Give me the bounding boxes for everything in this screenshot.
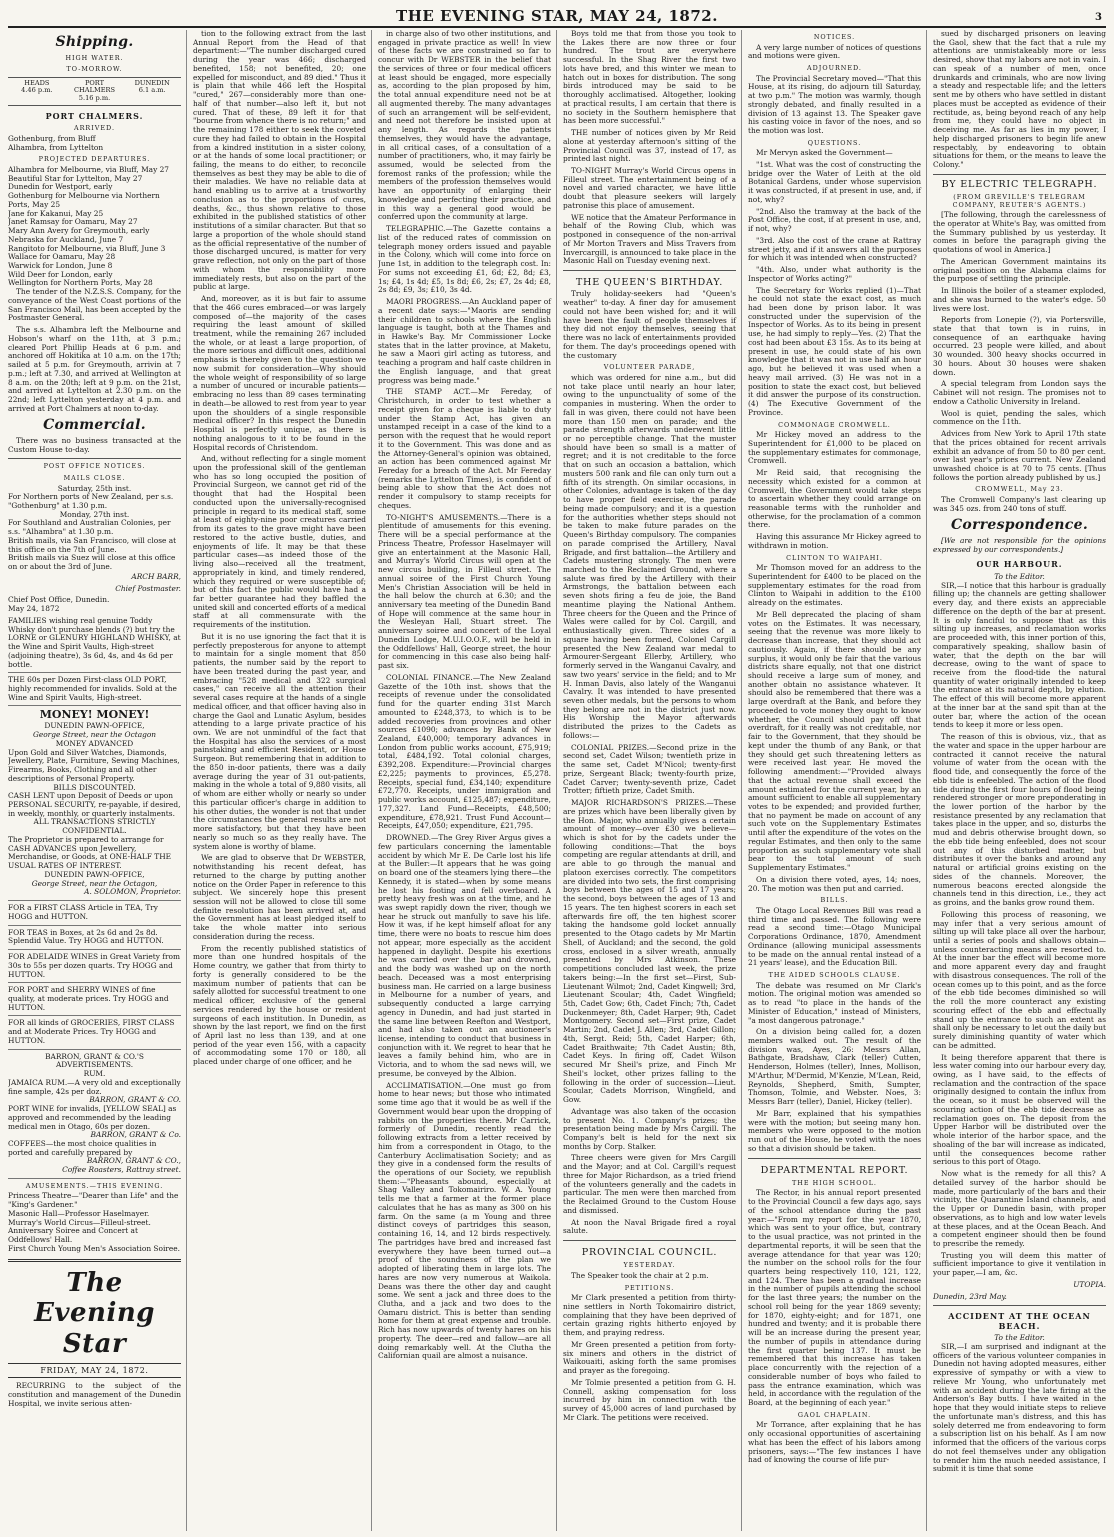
high-water-label: HIGH WATER. (65, 53, 124, 62)
pawn-proprietor: A. SOLOMON, Proprietor. (84, 887, 181, 897)
letter-date: Dunedin, 23rd May. (933, 1291, 1007, 1301)
barron-signature: BARRON, GRANT & CO. (89, 1095, 181, 1105)
provincial-council-heading: PROVINCIAL COUNCIL. (581, 1247, 718, 1259)
commercial-heading: Commercial. (43, 417, 146, 434)
news-paragraph: Reports from Lonepie (?), via Portersville, state that that town is in ruins, in consequence of an earthquake having occurred. 23 people were killed, and about 30 wounded. 300 heavy shocks occurred in 30 hours. About 30 houses were shaken down. (933, 315, 1106, 377)
barron-advertisements (8, 1050, 181, 1179)
news-paragraph: "4th. Also, under what authority is the Inspector of Works acting?" (748, 265, 921, 283)
news-paragraph: Mr Green presented a petition from forty-six miners and others in the district of Waikouaiti, asking forth the same promises and prayer as the foregoing. (563, 1339, 736, 1376)
news-paragraph: TO-NIGHT Murray's World Circus opens in Filleul street. The entertainment being of a novel and varied character, we have little doubt that pleasure seekers will largely patronise this place of amusement. (563, 166, 736, 210)
port-wine: PORT WINE for invalids, [YELLOW SEAL] as approved and recommended by the leading medical men in Otago, 60s per dozen. (8, 1104, 177, 1131)
adjourned-label: ADJOURNED. (807, 64, 862, 73)
telegraph-source: (FROM GREVILLE'S TELEGRAM COMPANY, REUTER'S AGENTS.) (952, 193, 1087, 209)
coffee-roasters: Coffee Roasters, Rattray street. (62, 1165, 181, 1175)
pawn-body: Upon Gold and Silver Watches, Diamonds, Jewellery, Plate, Furniture, Sewing Machines, Firearms, Books, Clothing and all other descriptions of Personal Property. (8, 747, 180, 783)
list-item: For Northern ports of New Zealand, per s.s. "Gothenburg" at 1.30 p.m. (8, 492, 174, 511)
article-paragraph: From the recently published statistics of more than one hundred hospitals of the Home country, we gather that from thirty to forty is generally considered to be the maximum number of patients that can be safely allotted for successful treatment to one medical officer, exclusive of the general services rendered by the house or resident surgeons of each institution. In Dunedin, as shown by the last report, we find on the first of April last no less than 139, and at one period of the year even 156, with a capacity of accommodating some 170 or 180, all placed under charge of one officer, and he (193, 943, 366, 1067)
news-paragraph: Advices from New York to April 17th state that the prices obtained for recent arrivals exhibit an advance of from 50 to 80 per cent. over last year's prices current. New Zealand unwashed choice is at 70 to 75 cents. [Thus follows the portion already published by us.] (933, 429, 1106, 482)
news-paragraph: ACCLIMATISATION.—One must go from home to hear news; but those who intimated some time ago that it would be as well if the Government would bear upon the dropping of rabbits on the properties there. Mr Carrick, formerly of Dunedin, recently read the following extracts from a letter received by him from a correspondent in Otago, to the Canterbury Acclimatisation Society; and as they give in a condensed form the results of the operations of our Society, we republish them:—"Pheasants abound, especially at Shag Valley and Tokomairiro. W. A. Young tells me that a farmer at the former place calculates that he has as many as 300 on his farm. On the same (a m Young and three distinct coveys of partridges this season, containing 16, 14, and 12 birds respectively. The partridges have bred and increased fast everywhere they have been turned out—a proof of the soundness of the plan we adopted of liberating them in large lots. The hares are now very numerous at Waikola. Deans was there the other day and caught some. We sent a jack and three does to the Clutha, and a jack and two does to the Oamaru district. This is better than sending home for them at great expense and trouble. Rich has now upwards of twenty hares on his property. The deer—red and fallow—are all doing remarkably well. At the Clutha the Californian quail are almost a nuisance. (378, 1080, 551, 1361)
divider (8, 1259, 181, 1262)
correspondence-note: [We are not responsible for the opinions expressed by our correspondents.] (933, 535, 1106, 554)
tide-time: 4.46 p.m. (21, 86, 53, 95)
column-5 (748, 30, 927, 1531)
news-paragraph: COLONIAL FINANCE.—The New Zealand Gazette of the 10th inst. shows that the receipts of revenue under the consolidated fund for the quarter ending 31st March amounted to £248,373, to which is to be added recoveries from provinces and other sources £1090; advances by Bank of New Zealand, £40,000; temporary advances in London from public works account, £75,919; total, £484,192. Total colonial charges, £392,208. Expenditure:—Provincial charges £2,225; payments to provinces, £5,278. Receipts, special fund, £34,140; expenditure £72,770. Receipts, under immigration and public works account, £125,487; expenditure, 177,327. Land Fund—Receipts, £48,500; expenditure, £78,921. Trust Fund Account—Receipts, £47,050; expenditure, £21,795. (378, 672, 551, 831)
article-paragraph: in charge also of two other institutions, and engaged in private practice as well! In view of these facts we are constrained so far to concur with Dr WEBSTER in the belief that the services of three or four medical officers at least should be engaged, more especially as, according to the plan proposed by him, the total annual expenditure need not be at all augmented thereby. The many advantages of such an arrangement will be self-evident, and need not therefore be insisted upon at any length. As regards the patients themselves, they would have the advantage, in all critical cases, of a consultation of a number of practitioners, who, it may fairly be assumed, would be selected from the foremost ranks of the profession; while the members of the profession themselves would have an opportunity of enlarging their knowledge and perfecting their practice, and in this way a general good would be conferred upon the community at large. (378, 30, 551, 222)
divider (748, 1158, 921, 1159)
news-paragraph: TO-NIGHT'S AMUSEMENTS.—There is a plentitude of amusements for this evening. There will be a special performance at the Princess Theatre, Professor Haselmayer will give an entertainment at the Masonic Hall, and Murray's World Circus will open at the new circus building, in Filleul street. The annual soiree of the First Church Young Men's Christian Association will be held in the hall below the church at 6.30; and the anniversary tea meeting of the Dunedin Band of Hope will commence at the same hour in the Wesleyan Hall, Stuart street. The anniversary soiree and concert of the Loyal Dunedin Lodge, M.U.I.O.O.F., will be held in the Oddfellows' Hall, George street, the hour for commencing in this case also being half-past six. (378, 512, 551, 671)
news-paragraph: Mr Thomson moved for an address to the Superintendent for £400 to be placed on the supplementary estimates for the road from Clinton to Waipahi in addition to the £100 already on the estimates. (748, 563, 921, 608)
tomorrow-label: TO-MORROW. (66, 65, 123, 74)
arrived-label: ARRIVED. (74, 124, 115, 133)
news-paragraph: MAJOR RICHARDSON'S PRIZES.—These are prizes which have been liberally given by the Hon. Major, who annually gives a certain amount of money—over £30 we believe—which is shot for by the cadets under the following conditions:—That the boys competing are regular attendants at drill, and are able to go through the manual and platoon exercises correctly. The competitors are divided into two sets, the first comprising boys between the ages of 15 and 17 years; the second, boys between the ages of 13 and 15 years. The ten highest scorers in each set afterwards fire off, the ten highest scorer taking the handsome gold locket annually presented to the Otago cadets by Mr Martin Shell, of Auckland; and the second, the gold cross, enclosed in a silver wreath, annually presented by Mrs Atkinson. These competitions concluded last week, the prize takers being:—In the first set—First, Sub-Lieutenant Wilmot; 2nd, Cadet Kingwell; 3rd, Lieutenant Scoular; 4th, Cadet Wingfield; 5th, Cadet Gow; 6th, Cadet Finch; 7th, Cadet Duckenmeyer; 8th, Cadet Harper; 9th, Cadet Montgomery. Second set—First prize, Cadet Martin; 2nd, Cadet J. Allen; 3rd, Cadet Gillon; 4th, Sergt. Reid; 5th, Cadet Harper; 6th, Cadet Braithwaite; 7th Cadet Austin; 8th, Cadet Keys. In firing off, Cadet Wilson secured Mr Sheil's prize, and Finch Mr Sheil's locket, other prizes falling to the following in the order of succession—Lieut. Scoular, Cadets Morrison, Wingfield, and Gow. (563, 798, 736, 1105)
cromwell-dateline: CROMWELL, May 23. (975, 485, 1064, 494)
money-advanced: MONEY ADVANCED (55, 738, 134, 748)
news-paragraph: Mr Barr, explained that his sympathies were with the motion; but seeing many hon. members who were opposed to the motion run out of the House, he voted with the noes so that a division should be taken. (748, 1108, 921, 1153)
news-paragraph: Truly holiday-seekers had "Queen's weather" to-day. A finer day for amusement could not have been wished for; and it will have been the fault of people themselves if they did not enjoy themselves, seeing that there was no lack of entertainments provided for them. The day's proceedings opened with the customary (563, 289, 736, 360)
news-paragraph: Boys told me that from those you took to the Lakes there are now three or four hundred. The trout are everywhere successful. In the Shag River the first two lots have bred, and this winter we mean to hatch out in boxes for distribution. The song birds introduced may be said to be thoroughly acclimatised. Altogether, looking at practical results, I am certain that there is no society in the Southern hemisphere that has been more successful." (563, 30, 736, 126)
aided-schools-label: THE AIDED SCHOOLS CLAUSE. (768, 971, 901, 980)
article-paragraph: And, without reflecting for a single moment upon the professional skill of the gentleman who has so long occupied the position of Provincial Surgeon, we cannot get rid of the thought that had the Hospital been conducted upon the universally-recognised principle in regard to its medical staff, some at least of eighty-nine poor creatures carried from its gates to the grave might have been restored to the active bustle, duties, and enjoyments of life. It may be that these particular cases—as indeed those of the living also—received all the treatment, appropriately in kind, and timely rendered, which they required or were susceptible of; but of this fact the public would have had a far better guarantee had they baffled the united skill and concerted efforts of a medical staff at all commensurate with the requirements of the institution. (193, 454, 366, 630)
tide-cell (66, 80, 124, 103)
date-line: FRIDAY, MAY 24, 1872. (8, 1363, 181, 1378)
list-item: Gothenburg, from Bluff (8, 133, 96, 143)
ad-text: FOR all kinds of GROCERIES, FIRST CLASS and at Moderate Prices. Try HOGG and HUTTON. (8, 1018, 175, 1045)
shipping-heading: Shipping. (55, 34, 134, 50)
news-paragraph: DROWNED.—The Grey River Argus gives a few particulars concerning the lamentable accident by which Mr E. De Carle lost his life at the Buller:—It appears that he was going on board one of the steamers lying there—the Kennedy, it is stated—when by some means he lost his footing and fell overboard. A pretty heavy fresh was on at the time, and he was swept rapidly down the river, though we hear he struck out manfully to save his life. How it was, if he kept himself afloat for any time, there were no boats to rescue him does not appear, more especially as the accident happened in daylight. Despite his exertions he was carried over the bar and drowned, and the body was washed up on the north beach. Deceased was a most enterprising business man. He carried on a large business in Melbourne for a number of years, and subsequently conducted a large carrying agency in Dunedin, and had just started in the same line between Reefton and Westport, and had also taken out an auctioneer's license, intending to conduct that business in conjunction with it. We regret to hear that he leaves a family behind him, who are in Victoria, and to whom the sad news will, we presume, be conveyed by the Albion. (378, 833, 551, 1078)
news-paragraph: A very large number of notices of questions and motions were given. (748, 42, 921, 61)
alhambra-paragraph: The s.s. Alhambra left the Melbourne and Hobson's wharf on the 11th, at 3 p.m.; cleared Port Phillip Heads at 6 p.m. and anchored off Hokitika at 10 a.m. on the 17th; sailed at 5 p.m. for Greymouth, arrivin at 7 p.m.; left at 7.30, and arrived at Wellington at 8 a.m. on the 20th; left at 9 p.m. on the 21st, and arrived at Lyttelton at 2.30 p.m. on the 22nd; left Lyttelton yesterday at 4 p.m. and arrived at Port Chalmers at noon to-day. (8, 325, 181, 413)
pawn-heading: DUNEDIN PAWN-OFFICE, (44, 721, 145, 731)
list-item: Monday, 27th inst. (59, 509, 130, 519)
barron-signature: BARRON, GRANT & CO., (86, 1156, 181, 1166)
pawn-address: George Street, near the Octagon (32, 730, 157, 740)
all-transactions: ALL TRANSACTIONS STRICTLY CONFIDENTIAL. (33, 817, 156, 836)
news-paragraph: Mr Clark presented a petition from thirty-nine settlers in North Tokomairiro district, complaining that they have been deprived of certain grazing rights hitherto enjoyed by them, and praying redress. (563, 1293, 736, 1338)
article-paragraph: We are glad to observe that Dr WEBSTER, notwithstanding his recent defeat, has returned to the charge by putting another notice on the Order Paper in reference to this subject. We sincerely hope this present session will not be allowed to close till some definite resolution has been arrived at, and the Government has at least pledged itself to take the whole matter into serious consideration during the recess. (193, 853, 366, 941)
divider (933, 1305, 1106, 1306)
pawn-advertisement (8, 706, 181, 901)
departmental-report-heading: DEPARTMENTAL REPORT. (760, 1164, 909, 1176)
tender-paragraph: The tender of the N.Z.S.S. Company, for the conveyance of the West Coast portions of the San Francisco Mail, has been accepted by the Postmaster General. (8, 287, 181, 323)
list-item: Anniversary Soiree and Concert at Oddfellows' Hall. (8, 1226, 138, 1245)
letter-paragraph: SIR,—I am surprised and indignant at the officers of the various volunteer companies in Dunedin not having adopted measures, either expressive of sympathy or with a view to relieve Mr Young, who unfortunately met with an accident during the late firing at the Anderson's Bay butts. I have waited in the hope that they would initiate steps to relieve the unfortunate man's distress, and this has solely deterred me from endeavoring to form a subscription list on his behalf. As I am now informed that the officers of the various corps do not feel themselves under any obligation to render him the much needed assistance, I submit it is time that some (933, 1341, 1106, 1474)
news-paragraph: Mr Hickey moved an address to the Superintendent for £1,000 to be placed on the supplementary estimates for commonage, Cromwell. (748, 430, 921, 466)
news-paragraph: Three cheers were given for Mrs Cargill and the Mayor; and at Col. Cargill's request three for Major Richardson, as a tried friend of the volunteers generally and the cadets in particular. The men were then marched from the Reclaimed Ground to the Custom House and dismissed. (563, 1153, 736, 1215)
postmaster-name: ARCH BARR, (131, 571, 181, 581)
advertisement (8, 983, 181, 1016)
news-paragraph: Mr Bell deprecated the placing of sham votes on the Estimates. It was necessary, seeing that the revenue was more likely to decrease than increase, that they should act cautiously. Again, if there should be any surplus, it would only be fair that the various districts share equally, not that one district should receive a large sum of money, and another obtain no assistance whatever. It should also be remembered that there was a large overdraft at the Bank, and before they proceeded to vote money they ought to know whether, the Council should pay off that overdraft, for it really was not creditable, nor fair to the Government, that they should be kept under the thumb of any Bank, or that they should get such threatening letters as were received last year. He moved the following amendment:—"Provided always that the actual revenue shall exceed the amount estimated for the current year, by an amount sufficient to enable all supplementary votes to be expended; and provided further, that no payment be made on account of any such vote on the Supplementary Estimates until after the expenditure of the votes on the regular Estimates, and then only to the same proportion as such supplementary vote shall bear to the total amount of such Supplementary Estimates." (748, 609, 921, 873)
news-paragraph: MAORI PROGRESS.—An Auckland paper of a recent date says:—"Maoris are sending their children to schools where the English language is taught, both at the Thames and in Hawke's Bay. Mr Commissioner Locke states that in the latter province, at Maketu, he saw a Maori girl acting as tutoress, and teaching a program and half caste children in the English language, and that great progress was being made." (378, 297, 551, 385)
letter-paragraph: The reason of this is obvious, viz., that as the water and space in the upper harbour are contracted it cannot receive the natural volume of water from the ocean with the flood tide, and consequently the force of the ebb tide is enfeebled. The action of the flood tide during the first four hours of flood being rendered stronger or more preponderating in the lower portion of the harbor by the resistance presented by any reclamation that takes place in the upper, and so, disturbs the mud and debris otherwise brought down, so the ebb tide being enfeebled, does not scour out any of this disturbed matter, but distributes it over the banks and around any natural or artificial groins existing on the sides of the channels. Moreover, the numerous beacons erected alongside the channels tend in this direction, i.e., they act as groins, and the banks grow round them. (933, 732, 1106, 908)
news-paragraph: COLONIAL PRIZES.—Second prize in the second set, Cadet Wilson; twentieth prize in the same set, Cadet M'Nicol; twenty-first prize, Sergeant Black; twenty-fourth prize, Cadet Carver; twenty-seventh prize, Cadet Trotter; fiftieth prize, Cadet Smith. (563, 742, 736, 796)
mails-close-label: MAILS CLOSE. (63, 474, 126, 482)
list-item: Janet Ramsay for Oamaru, May 27 (8, 217, 138, 227)
column-6 (933, 30, 1106, 1531)
column-3 (378, 30, 557, 1531)
news-paragraph: The Secretary for Works replied (1)—That he could not state the exact cost, as much had been done by prison labor. It was constructed under the supervision of the Inspector of Works. As to its being in present use, he had simply to reply—Yes. (2) That the cost had been about £3 15s. As to its being at present in use, he could state of his own knowledge that it was not in use half an hour ago, but he believed it was used when a heavy mail arrived. (3) He was not in a position to state the exact cost, but believed it did answer the purpose of its construction. (4) The Executive Government of the Province. (748, 285, 921, 417)
correspondence-heading: Correspondence. (950, 517, 1088, 534)
tide-place: HEADS (24, 78, 50, 87)
news-paragraph: The debate was resumed on Mr Clark's motion. The original motion was amended so as to read "to place in the hands of the Minister of Education," instead of Ministers, "a most dangerous patronage." (748, 980, 921, 1025)
news-paragraph: A special telegram from London says the Cabinet will not resign. The promises not to endow a Catholic University in Ireland. (933, 379, 1106, 406)
letter-paragraph: Now what is the remedy for all this? A detailed survey of the harbor should be made, more particularly of the bars and their vicinity, the Quarantine Island channels, and the Upper or Dunedin basin, with proper observations, as to high and low water levels at these places, and at the Ocean Beach. And a competent engineer should then be found to prescribe the remedy. (933, 1169, 1106, 1248)
advertisement (8, 1016, 181, 1049)
news-paragraph: THE STAMP ACT.—Mr Fereday, of Christchurch, in order to test whether a receipt given for a cheque is liable to duty under the Stamp Act, has given an unstamped receipt in a case of the kind to a person with the request that he would report it to the Government. This was done and as the Attorney-General's opinion was obtained, an action has been commenced against Mr Fereday for a breach of the Act. Mr Fereday (remarks the Lyttelton Times), is confident of being able to show that the Act does not render it compulsory to stamp receipts for cheques. (378, 387, 551, 510)
post-office-date: May 24, 1872 (8, 604, 60, 614)
advertisement (8, 926, 181, 950)
letter-paragraph: SIR,—I notice that this harbour is gradually filling up; the channels are getting shallower every day, and there exists an appreciable difference on the depth of the bar at present. It is only fanciful to suppose that as this silting up increases, and reclamation works are proceeded with, this inner portion of this, comparatively speaking, shallow basin of water, that the depth on the bar will decrease, owing to the want of space to receive from the flood-tide the natural quantity of water originally intended to keep the entrance at its natural depth, by elution. The effect of this will become more apparent at the inner bar at the sand spit than at the outer bar, where the action of the ocean tends to keep it more or less open. (933, 580, 1106, 730)
news-paragraph: Mr Reid said, that recognising the necessity which existed for a common at Cromwell, the Government would take steps to ascertain whether they could arrange on reasonable terms with the runholder and otherwise, for the proclamation of a common there. (748, 468, 921, 530)
yesterday-label: YESTERDAY. (623, 1261, 676, 1270)
news-paragraph: "2nd. Also the tramway at the back of the Post Office, the cost, if at present in use, and, if not, why? (748, 206, 921, 234)
news-paragraph: Mr Mervyn asked the Government— (756, 148, 893, 158)
news-paragraph: which was ordered for nine a.m., but did not take place until nearly an hour later, owing to the unpunctuality of some of the companies in mustering. When the order to fall in was given, there could not have been more than 150 men on parade; and the parade strength afterwards underwent little or no perceptible change. That the muster should have been so small is a matter of regret; and it is not creditable to the force that on such an occasion a battalion, which musters 500 rank and file can only turn out a fifth of its strength. On similar occasions, in other Colonies, advantage is taken of the day to have proper field exercise, the parade being made compulsory; and it is a question for the authorities whether steps should not be taken to make future parades on the Queen's Birthday compulsory. The companies on parade comprised the Artillery, Naval Brigade, and first battalion—the Artillery and Cadets mustering strongly. The men were marched to the Reclaimed Ground, where a salute was fired by the Artillery with their Armstrongs, the battalion between each seven shots firing a feu de joie, the Band meantime playing the National Anthem. Three cheers for the Queen and the Prince of Wales were called for by Col. Cargill, and enthusiastically given. Three sides of a square having been formed, Colonel Cargill presented the New Zealand war medal to Armourer-Sergeant Ellerby, Artillery, who formerly served in the Wanganui Cavalry, and saw two years' service in the field; and to Mr H. Inman Davis, also lately of the Wanganui Cavalry. It was intended to have presented seven other medals, but the persons to whom they belong are not in the district just now. His Worship the Mayor afterwards distributed the prizes to the Cadets as follows:— (563, 372, 736, 740)
list-item: Alhambra for Melbourne, via Bluff, May 27 (8, 164, 170, 174)
news-paragraph: Wool is quiet, pending the sales, which commence on the 11th. (933, 408, 1106, 427)
divider (933, 174, 1106, 175)
letter-paragraph: Following this process of reasoning, we may infer that a very serious amount of silting up will take place all over the harbour, until a series of pools and shallows obtain—unless counteracting means are resorted to. At the inner bar the effect will become more and more apparent every day and fraught with disastrous consequences. The roll of the ocean comes up to this point, and as the force of the ebb tide becomes diminished so will the roll the more counteract any existing scouring effect of the ebb and effectually stand up the entrance to such an extent as shall only be necessary to let out the daily but surely diminishing quantity of water which can be admitted. (933, 909, 1106, 1050)
news-paragraph: The Provincial Secretary moved—"That this House, at its rising, do adjourn till Saturday, at two p.m." The motion was warmly, though strongly debated, and finally resulted in a division of 13 against 13. The Speaker gave his casting voice in favor of the noes, and so the motion was lost. (748, 73, 921, 135)
list-item: Wild Deer for London, early (8, 269, 113, 279)
list-item: Wallace for Oamaru, May 28 (8, 252, 116, 262)
news-paragraph: Mr Tolmie presented a petition from G. H. Connell, asking compensation for loss incurred by him in connection with the survey of 45,000 acres of land purchased by Mr Clark. The petitions were received. (563, 1377, 736, 1422)
advertisement (8, 950, 181, 983)
commercial-paragraph: There was no business transacted at the Custom House to-day. (8, 435, 181, 454)
advertisement (8, 673, 181, 706)
columns (8, 30, 1106, 1531)
tide-cell (123, 80, 181, 103)
list-item: British mails, via San Francisco, will close at this office on the 7th of June. (8, 535, 177, 554)
ad-text: FAMILIES wishing real genuine Toddy Whisky don't purchase blends (?) but try the LORNE or GLENURY HIGHLAND WHISKY, at the Wine and Spirit Vaults, High-street (adjoining theatre), 3s 6d, 4s, and 4s 6d per bottle. (8, 615, 181, 669)
post-office-place: Chief Post Office, Dunedin. (8, 595, 110, 605)
tide-time: 5.16 p.m. (78, 94, 111, 103)
tide-cell (8, 80, 66, 103)
article-paragraph: And, moreover, as it is but fair to assume that the 466 cures embraced—or was largely composed of—the majority of the cases requiring the least amount of skilled treatment, while the remaining 267 included the whole, or at least a large proportion, of the more serious and difficult ones, additional emphasis is thereby given to the question we now submit for consideration—Why should the whole weight of responsibility of so large a number of uncured or incurable patients—embracing no less than 89 cases terminating in death—be allowed to rest from year to year upon the shoulders of a single responsible medical officer? In this respect the Dunedin Hospital is perfectly unique, as there is nothing analogous to it to be found in the Hospital records of Christendom. (193, 294, 366, 452)
column-2 (193, 30, 372, 1531)
news-paragraph: The American Government maintains its original position on the Alabama claims for the purpose of settling the principle. (933, 256, 1106, 284)
pawn-address-2: George Street, near the Octagon, (31, 878, 158, 888)
list-item: Masonic Hall—Professor Haselmayer. (8, 1208, 150, 1218)
masthead (8, 6, 1106, 28)
news-paragraph: "1st. What was the cost of constructing the bridge over the Water of Leith at the old Botanical Gardens, under whose supervision it was constructed, if at present in use, and, if not, why? (748, 159, 921, 204)
list-item: Gothenburg for Melbourne via Northern Ports, May 25 (8, 191, 160, 209)
letter-paragraph: It being therefore apparent that there is less water coming into our harbour every day, owing, as I have said, to the effects of reclamation and the contraction of the space originally designed to contain the influx from the ocean, so it must be observed will the scouring action of the ebb tide decrease as reclamation goes on. The deposit from the Upper Harbor will be distributed over the whole interior of the harbor space, and the shoaling of the bar will increase as indicated, until the consequences become rather serious to this port of Otago. (933, 1052, 1106, 1167)
money-heading: MONEY! MONEY! (39, 708, 150, 722)
list-item: Mary Ann Avery for Greymouth, early (8, 226, 150, 236)
list-item: Princess Theatre—"Dearer than Life" and the "King's Gardener." (8, 1191, 179, 1210)
bills-discounted: BILLS DISCOUNTED. (53, 782, 136, 792)
list-item: Alhambra, from Lyttelton (8, 142, 104, 152)
questions-label: QUESTIONS. (807, 138, 862, 147)
list-item: Murray's World Circus—Filleul-street. (8, 1217, 151, 1227)
ad-text: FOR PORT and SHERRY WINES of fine quality, at moderate prices. Try HOGG and HUTTON. (8, 985, 169, 1012)
queens-birthday-heading: THE QUEEN'S BIRTHDAY. (575, 277, 724, 289)
list-item: Dunedin for Westport, early (8, 182, 113, 192)
accident-heading: ACCIDENT AT THE OCEAN BEACH. (948, 1311, 1091, 1331)
column-4 (563, 30, 742, 1531)
divider (563, 270, 736, 271)
news-paragraph: On a division being called for, a dozen members walked out. The result of the division was, Ayes, 26: Messrs Allan, Bathgate, Bradshaw, Clark (teller) Cutten, Henderson, Holmes (teller), Innes, Mollison, M'Arthur, M'Dermid, M'Kenzie, M'Lean, Reid, Reynolds, Shepherd, Smith, Sumpter, Thomson, Tolmie, and Webster. Noes, 3: Messrs Barr (teller), Daniel, Hickey (teller). (748, 1027, 921, 1107)
cash-lent: CASH LENT upon Deposit of Deeds or upon PERSONAL SECURITY, re-payable, if desired, in weekly, monthly, or quarterly instalments. (8, 791, 181, 818)
news-paragraph: WE notice that the Amateur Performance in behalf of the Rowing Club, which was postponed in consequence of the non-arrival of Mr Morton Travers and Miss Travers from Invercargill, is announced to take place in the Masonic Hall on Tuesday evening next. (563, 212, 736, 266)
ad-text: FOR TEAS in Boxes, at 2s 6d and 2s 8d. Splendid Value. Try HOGG and HUTTON. (8, 927, 164, 946)
list-item: Saturday, 25th inst. (57, 483, 132, 493)
news-paragraph: sued by discharged prisoners on leaving the Gaol, shew that the fact that a rule my attentions are unmistakeably more or less desired, show that my labors are not in vain. I can speak of a number of men, once drunkards and criminals, who are now living a steady and respectable life; and the letters sent me by others who have settled in distant places must be accepted as evidence of their rectitude, as, being beyond reach of any help from me, they could have no object in deceiving me. As far as lies in my power, I help discharged prisoners to begin life anew respectably, by endeavoring to obtain situations for them, or the means to leave the Colony." (933, 30, 1106, 170)
ad-text: FOR a FIRST CLASS Article in TEA, Try HOGG and HUTTON. (8, 903, 158, 921)
divider (563, 1240, 736, 1241)
list-item: British mails via Suez will close at this office on or about the 3rd of June. (8, 553, 176, 572)
amusements-heading: AMUSEMENTS.—THIS EVENING. (25, 1181, 164, 1190)
news-paragraph: Mr Torrance, after explaining that he has only occasional opportunities of ascertaining what has been the effect of his labors among prisoners, says:—"The few instances I have had of knowing the course of life pur- (748, 1420, 921, 1465)
projected-label: PROJECTED DEPARTURES. (38, 155, 151, 164)
rum-heading: RUM. (83, 1069, 106, 1079)
petitions-label: PETITIONS. (624, 1283, 675, 1292)
list-item: For Southland and Australian Colonies, per s.s. "Alhambra" at 1.30 p.m. (8, 518, 171, 537)
ad-text: FOR ADELAIDE WINES in Great Variety from 30s to 55s per dozen quarts. Try HOGG and HUTTON. (8, 952, 180, 979)
list-item: Wellington for Northern Ports, May 28 (8, 278, 153, 288)
clinton-label: CLINTON TO WAIPAHI. (786, 553, 883, 562)
news-paragraph: The Speaker took the chair at 2 p.m. (571, 1270, 709, 1280)
proprietor-paragraph: The Proprietor is prepared to arrange for CASH ADVANCES upon Jewellery, Merchandise, or Goods, at ONE-HALF THE USUAL RATES OF INTEREST. (8, 834, 172, 871)
masthead-title: THE EVENING STAR, MAY 24, 1872. (396, 7, 718, 26)
commonage-label: COMMONAGE CROMWELL. (778, 420, 891, 429)
news-paragraph: At noon the Naval Brigade fired a royal salute. (563, 1217, 736, 1236)
news-paragraph: On a division there voted, ayes, 14; noes, 20. The motion was then put and carried. (748, 874, 921, 893)
list-item: First Church Young Men's Association Soiree. (8, 1243, 180, 1253)
news-paragraph: In Illinois the boiler of a steamer exploded, and she was burned to the water's edge. 50 lives were lost. (933, 286, 1106, 313)
list-item: Nebraska for Auckland, June 7 (8, 234, 124, 244)
tide-place: DUNEDIN (134, 78, 170, 87)
barron-signature: BARRON, GRANT & Co. (90, 1130, 181, 1140)
news-paragraph: The Rector, in his annual report presented to the Provincial Council a few days ago, says of the school attendance during the past year:—"From my report for the year 1870, which was sent to your office, but, contrary to the usual practice, was not printed in the departmental reports, it will be seen that the average attendance for that year was 120; the number on the school rolls for the four quarters being respectively 110, 121, 122, and 124. There has been a gradual increase in the number of pupils attending the school for the last three years; the number on the school roll being for the year 1869 seventy; for 1870, eighty-eight; and for 1871, one hundred and twenty; and it is probable there will be an increase during the present year, the number of pupils in attendance during the first quarter being 137. It must be remembered that this increase has taken place concurrently with the rejection of a considerable number of boys who failed to pass the entrance examination, which was held, in accordance with the regulation of the Board, at the beginning of each year." (748, 1188, 921, 1408)
coffees: COFFEES—the most choice qualities in ported and carefully prepared by (8, 1138, 157, 1157)
news-paragraph: The Cromwell Company's last clearing up was 345 ozs. from 240 tons of stuff. (933, 495, 1106, 513)
news-paragraph: Having this assurance Mr Hickey agreed to withdrawn in motion. (748, 532, 921, 550)
letter-paragraph: Trusting you will deem this matter of sufficient importance to give it ventilation in your paper,—I am, &c. (933, 1250, 1106, 1278)
to-the-editor: To the Editor. (994, 571, 1045, 581)
column-1 (8, 30, 187, 1531)
barron-heading: BARRON, GRANT & CO.'S ADVERTISEMENTS. (45, 1051, 144, 1070)
tide-place: PORT CHALMERS (74, 78, 115, 95)
article-paragraph: tion to the following extract from the last Annual Report from the Head of that department:—"The number discharged cured during the year was 466; discharged benefited, 158; not benefited, 20; one expelled for misconduct, and 89 died." Thus it is plain that while 466 left the Hospital "cured," 267—considerably more than one-half of that number—also left it, but not cured. That of these, 89 left it for that "bourne from whence there is no return;" and the remaining 178 either to seek the coveted cure they had failed to obtain in the Hospital from a kindred institution in a sister colony, or at the hands of some local practitioner; or failing, the means to do either, to reconcile themselves as best they may be able to die of their maladies. We have no reliable data at hand enabling us to arrive at a trustworthy conclusion as to the proportions of cures, deaths, &c., thus shown relative to those exhibited in the published statistics of other institutions of a similar character. But that so large a proportion of the whole should stand as the official representative of the number of those discharged uncured, is matter for very grave reflection, not only on the part of those with whom the responsibility more immediately rests, but also on the part of the public at large. (193, 30, 366, 292)
advertisement (8, 614, 181, 673)
news-paragraph: THE number of notices given by Mr Reid alone at yesterday afternoon's sitting of the Provincial Council was 37, instead of 17, as printed last night. (563, 128, 736, 164)
letter-signature: UTOPIA. (1073, 1279, 1106, 1289)
article-paragraph: But it is no use ignoring the fact that it is perfectly preposterous for anyone to attempt to maintain for a single moment that 850 patients, the number said by the report to have been treated during the past year, and embracing "528 medical and 322 surgical cases," can receive all the attention their several cases require at the hands of a single medical officer, and that officer having also in charge the Gaol and Lunatic Asylum, besides attending to a large private practice of his own. We are not unmindful of the fact that the Hospital has also the services of a most painstaking and efficient Resident, or House Surgeon. But remembering that in addition to the 850 in-door patients, there was a daily average during the year of 31 out-patients, making in the whole a total of 9,880 visits, all of whom are either wholly or nearly so under this particular officer's charge in addition to his other duties, the wonder is not that under the circumstances the general results are not more satisfactory, but that they have been nearly so much so as they really have. The system alone is worthy of blame. (193, 631, 366, 851)
list-item: Rangitoto for Melbourne, via Bluff, June 3 (8, 243, 166, 253)
divider (8, 458, 181, 459)
news-paragraph: TELEGRAPHIC.—The Gazette contains a list of the reduced rates of commission on telegraph money orders issued and payable in the Colony, which will come into force on June 1st, in addition to the telegraph cost. In: For sums not exceeding £1, 6d; £2, 8d; £3, 1s; £4, 1s 4d; £5, 1s 8d; £6, 2s; £7, 2s 4d; £8, 2s 8d; £9, 3s; £10, 3s 4d. (378, 224, 551, 295)
postmaster-title: Chief Postmaster. (115, 583, 181, 593)
tide-table (8, 77, 181, 106)
list-item: Jane for Kakanui, May 25 (8, 208, 104, 218)
bills-label: BILLS. (820, 896, 849, 905)
news-paragraph: [The following, through the carelessness of the operator at White's Bay, was omitted from the Summary published by us yesterday. It comes in before the paragraph giving the quotations of wool in America.] (933, 210, 1106, 255)
news-paragraph: Advantage was also taken of the occasion to present No. 1. Company's prizes; the presentation being made by Mrs Cargill. The Company's belt is held for the next six months by Corp. Stalker. (563, 1106, 736, 1151)
to-the-editor: To the Editor. (994, 1333, 1045, 1343)
harbour-heading: OUR HARBOUR. (976, 559, 1063, 570)
ad-text: THE 60s per Dozen First-class OLD PORT, highly recommended for invalids. Sold at the Wine and Spirit Vaults, High-street. (8, 675, 177, 702)
news-paragraph: "3rd. Also the cost of the crane at Rattray street jetty, and if it answers all the purposes for which it was intended when constructed? (748, 235, 921, 263)
advertisement (8, 901, 181, 925)
pawn-office-2: DUNEDIN PAWN-OFFICE, (44, 869, 145, 879)
tide-time: 6.1 a.m. (138, 86, 166, 95)
gaol-chaplain-label: GAOL CHAPLAIN. (797, 1410, 872, 1419)
news-paragraph: The Otago Local Revenues Bill was read a third time and passed. The following were read a second time:—Otago Municipal Corporations Ordinance, 1870, Amendment Ordinance (allowing municipal assessments to be made on the annual rental instead of a 21 years' lease), and the Education Bill. (748, 905, 921, 968)
volunteer-parade-heading: VOLUNTEER PARADE, (603, 363, 696, 372)
newspaper-logo: The Evening Star (34, 1267, 155, 1359)
list-item: Warwick for London, June 8 (8, 260, 113, 270)
port-chalmers-heading: PORT CHALMERS. (45, 110, 144, 121)
telegraph-heading: BY ELECTRIC TELEGRAPH. (941, 178, 1098, 190)
notices-label: NOTICES. (813, 33, 856, 41)
leader-paragraph: RECURRING to the subject of the constitution and management of the Dunedin Hospital, we invite serious atten- (8, 1381, 181, 1408)
list-item: Beautiful Star for Lyttelton, May 27 (8, 173, 143, 183)
high-school-label: THE HIGH SCHOOL. (792, 1178, 877, 1187)
page-number: 3 (1095, 12, 1102, 24)
post-office-heading: POST OFFICE NOTICES. (43, 462, 146, 471)
jamaica-rum: JAMAICA RUM.—A very old and exceptionally fine sample, 42s per doz. (8, 1077, 181, 1096)
